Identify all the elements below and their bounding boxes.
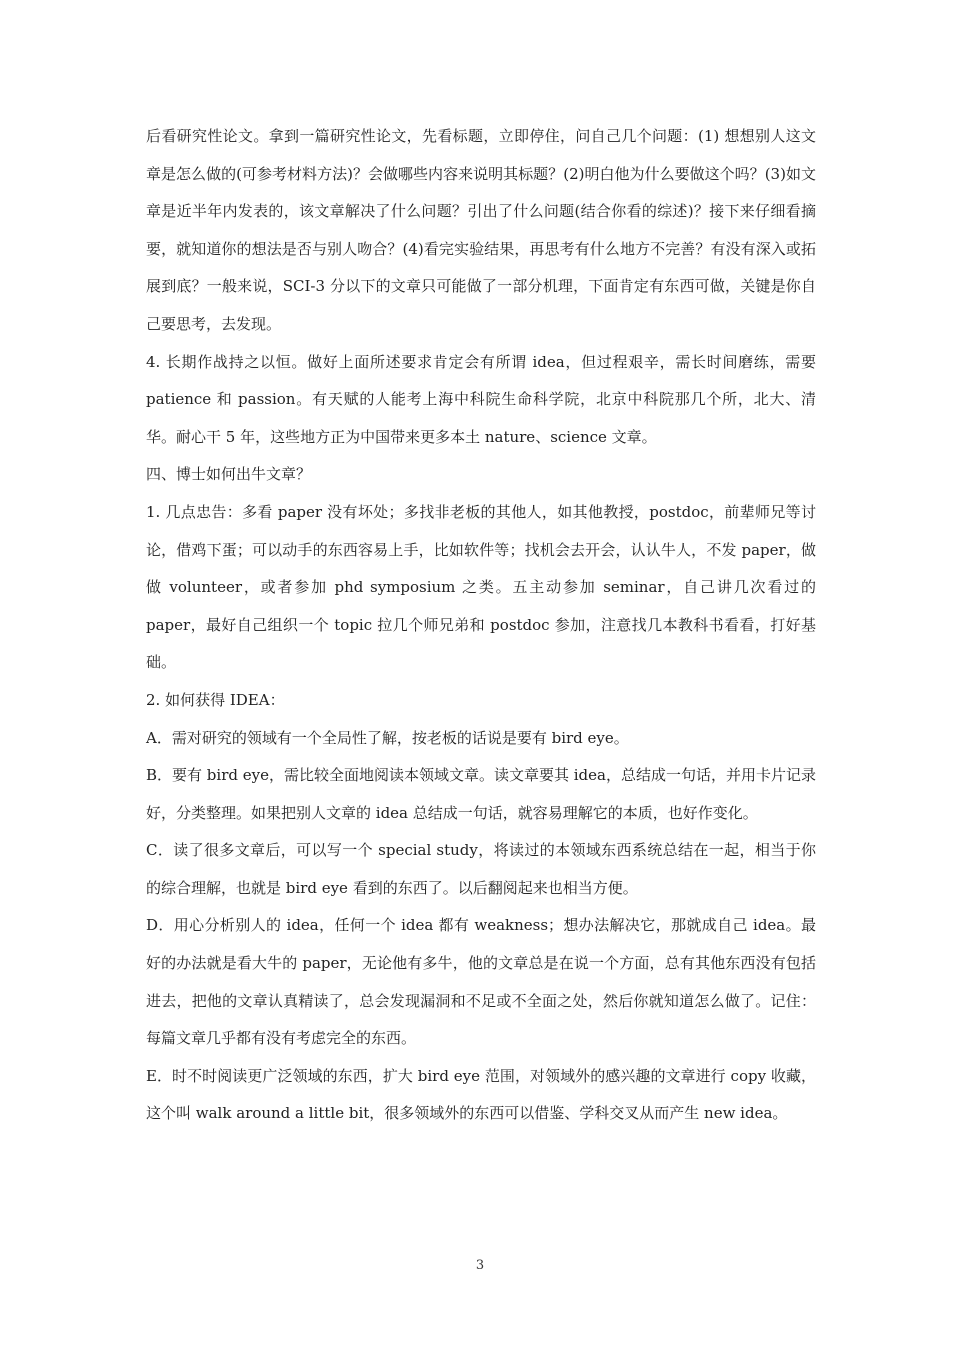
page-number: 3 (475, 1258, 485, 1273)
paragraph-item-e: E．时不时阅读更广泛领域的东西，扩大 bird eye 范围，对领域外的感兴趣的文章进行 copy 收藏，这个叫 walk around a little bit，很多领域外的东西可以借鉴、学科交叉从而产生 new idea。 (146, 1066, 816, 1123)
paragraph-item-c: C．读了很多文章后，可以写一个 special study，将读过的本领域东西系统总结在一起，相当于你的综合理解，也就是 bird eye 看到的东西了。以后翻阅起来也相当方便。 (146, 841, 816, 897)
paragraph-advice: 1. 几点忠告：多看 paper 没有坏处；多找非老板的其他人，如其他教授，postdoc，前辈师兄等讨论，借鸡下蛋；可以动手的东西容易上手，比如软件等；找机会去开会，认认牛人，不发 paper，做做 volunteer，或者参加 phd symposium 之类。五主动参加 seminar，自己讲几次看过的 paper，最好自己组织一个 topic 拉几个师兄弟和 postdoc 参加，注意找几本教科书看看，打好基础。 (146, 502, 816, 672)
paragraph-reading-papers: 后看研究性论文。拿到一篇研究性论文，先看标题，立即停住，问自己几个问题：(1) 想想别人这文章是怎么做的(可参考材料方法)？会做哪些内容来说明其标题？(2)明白他为什么要做这个吗？(3)如文章是近半年内发表的，该文章解决了什么问题？引出了什么问题(结合你看的综述)？接下来仔细看摘要，就知道你的想法是否与别人吻合？(4)看完实验结果，再思考有什么地方不完善？有没有深入或拓展到底？一般来说，SCI-3 分以下的文章只可能做了一部分机理，下面肯定有东西可做，关键是你自己要思考，去发现。 (146, 127, 816, 333)
section-heading: 四、博士如何出牛文章？ (146, 465, 312, 484)
paragraph-item-a: A．需对研究的领域有一个全局性了解，按老板的话说是要有 bird eye。 (146, 728, 629, 747)
paragraph-persistence: 4. 长期作战持之以恒。做好上面所述要求肯定会有所谓 idea，但过程艰辛，需长时间磨练，需要 patience 和 passion。有天赋的人能考上海中科院生命科学院，北京中科院那几个所，北大、清华。耐心干 5 年，这些地方正为中国带来更多本土 nature、science 文章。 (146, 352, 816, 446)
watermark-strip (0, 0, 960, 30)
paragraph-item-d: D．用心分析别人的 idea，任何一个 idea 都有 weakness；想办法解决它，那就成自己 idea。最好的办法就是看大牛的 paper，无论他有多牛，他的文章总是在说一个方面，总有其他东西没有包括进去，把他的文章认真精读了，总会发现漏洞和不足或不全面之处，然后你就知道怎么做了。记住：每篇文章几乎都有没有考虑完全的东西。 (146, 916, 816, 1048)
document-body (146, 118, 816, 1133)
paragraph-item-b: B．要有 bird eye，需比较全面地阅读本领域文章。读文章要其 idea，总结成一句话，并用卡片记录好，分类整理。如果把别人文章的 idea 总结成一句话，就容易理解它的本质，也好作变化。 (146, 766, 816, 822)
subheading-idea: 2. 如何获得 IDEA： (146, 690, 285, 709)
